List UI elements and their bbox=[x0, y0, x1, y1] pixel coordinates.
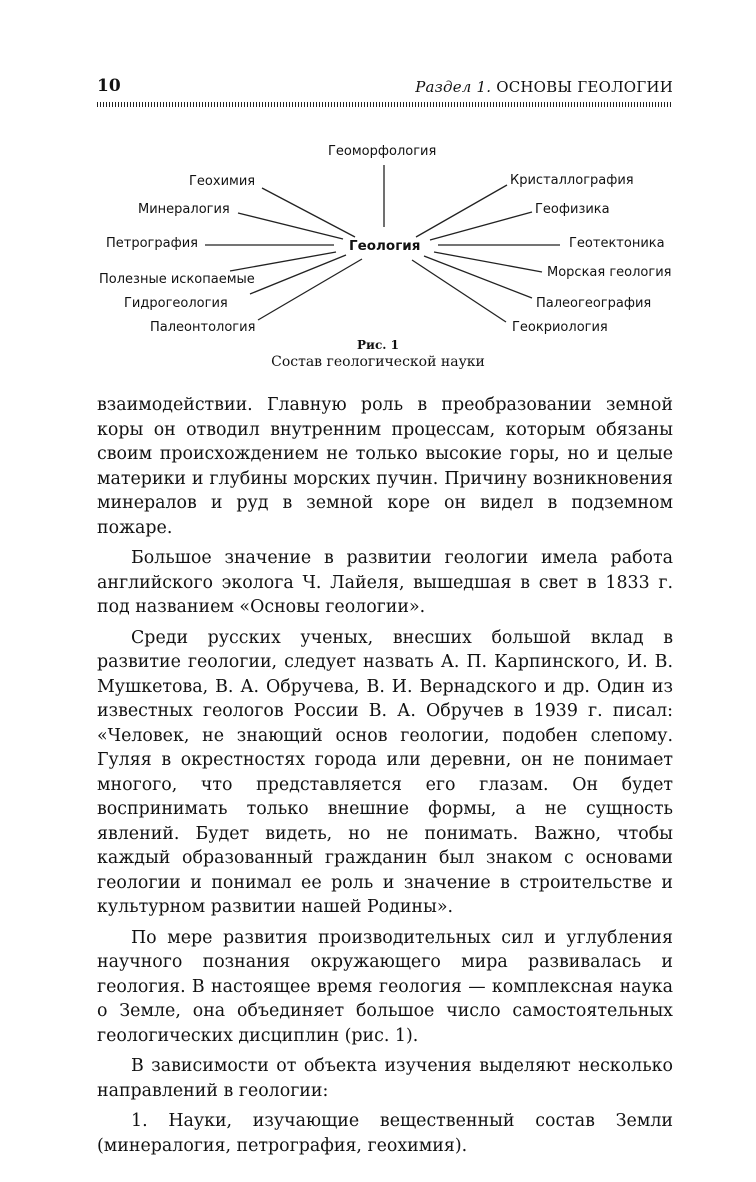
figure-label: Рис. 1 bbox=[357, 338, 399, 352]
paragraph: 1. Науки, изучающие вещественный состав Земли (минералогия, петрография, геохимия). bbox=[97, 1111, 673, 1156]
node-geomorphology: Геоморфология bbox=[328, 144, 437, 159]
connector-geophysics bbox=[430, 212, 532, 240]
node-mineral-resources: Полезные ископаемые bbox=[99, 272, 255, 287]
node-geotectonics: Геотектоника bbox=[569, 236, 665, 251]
paragraph: Большое значение в развитии геологии имела работа английского эколога Ч. Лайеля, вышедшая в свет в 1833 г. под названием «Основы геологии». bbox=[97, 548, 673, 617]
paragraph: Среди русских ученых, внесших большой вклад в развитие геологии, следует назвать А. П. Карпинского, И. В. Мушкетова, В. А. Обручева, В. И. Вернадского и др. Один из известных геологов России В. А. Обручев в 1939 г. писал: «Человек, не знающий основ геологии, подобен слепому. Гуляя в окрестностях города или деревни, он не понимает многого, что представляется его глазам. Он будет воспринимать только внешние формы, а не сущность явлений. Будет видеть, но не понимать. Важно, чтобы каждый образованный гражданин был знаком с основами геологии и понимал ее роль и значение в строительстве и культурном развитии нашей Родины». bbox=[97, 627, 673, 917]
geology-diagram bbox=[90, 135, 680, 340]
connector-crystallography bbox=[416, 185, 507, 237]
connector-minerals bbox=[230, 252, 336, 271]
node-mineralogy: Минералогия bbox=[138, 202, 230, 217]
node-geology-center: Геология bbox=[349, 238, 421, 254]
connector-marine bbox=[434, 252, 542, 272]
connector-geochemistry bbox=[262, 188, 355, 237]
connector-mineralogy bbox=[238, 213, 343, 239]
node-marine-geology: Морская геология bbox=[547, 265, 672, 280]
node-hydrogeology: Гидрогеология bbox=[124, 296, 228, 311]
page-number: 10 bbox=[97, 76, 121, 96]
running-header bbox=[415, 78, 673, 96]
connector-paleontology bbox=[258, 259, 362, 320]
paragraph: взаимодействии. Главную роль в преобразовании земной коры он отводил внутренним процессам, которым обязаны своим происхождением не только высокие горы, но и целые материки и глубины морских пучин. Причину возникновения минералов и руд в земной коре он видел в подземном пожаре. bbox=[97, 395, 673, 538]
node-paleogeography: Палеогеография bbox=[536, 296, 652, 311]
section-title: ОСНОВЫ ГЕОЛОГИИ bbox=[496, 78, 673, 96]
node-geophysics: Геофизика bbox=[535, 202, 610, 217]
node-geocryology: Геокриология bbox=[512, 320, 608, 335]
paragraph: По мере развития производительных сил и углубления научного познания окружающего мира развивалась и геология. В настоящее время геология — комплексная наука о Земле, она объединяет большое число самостоятельных геологических дисциплин (рис. 1). bbox=[97, 927, 673, 1046]
node-petrography: Петрография bbox=[106, 236, 198, 251]
body-text bbox=[97, 393, 673, 1164]
node-geochemistry: Геохимия bbox=[189, 174, 256, 189]
connector-paleogeography bbox=[424, 256, 532, 298]
paragraph: В зависимости от объекта изучения выделяют несколько направлений в геологии: bbox=[97, 1056, 673, 1101]
node-paleontology: Палеонтология bbox=[150, 320, 256, 335]
header-rule bbox=[97, 102, 673, 107]
figure-caption: Состав геологической науки bbox=[271, 354, 485, 370]
connector-hydrogeology bbox=[250, 255, 346, 294]
node-crystallography: Кристаллография bbox=[510, 173, 634, 188]
section-prefix: Раздел 1. bbox=[415, 78, 492, 96]
